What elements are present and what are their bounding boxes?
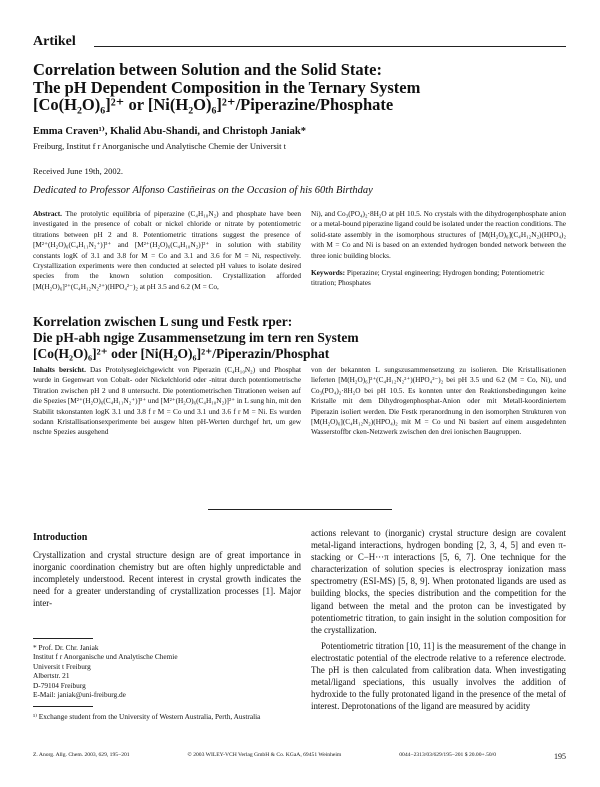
- intro-paragraph-3: Potentiometric titration [10, 11] is the measurement of the change in electrostatic potential of the electrode relative to a reference electrode. The pH is then calculated from calibration data. When investigating metal/ligand speciations, this usually involves the addition of hydroxide to the fully protonated ligand in the presence of the metal of interest. Deprotonations of the ligand are measured by acidity: [311, 640, 566, 712]
- footnote-line: * Prof. Dr. Chr. Janiak: [33, 643, 99, 652]
- email-footnote[interactable]: E-Mail: janiak@uni-freiburg.de: [33, 690, 126, 700]
- keywords-label: Keywords:: [311, 268, 346, 277]
- german-abstract-left: [33, 365, 301, 438]
- introduction-heading: Introduction: [33, 532, 88, 543]
- section-rule: [94, 46, 566, 47]
- german-abstract-text-left: Das Protolysegleichgewicht von Piperazin (C₄H₁₀N₂) und Phosphat wurde in Gegenwart von Cobalt- oder Nickelchlorid oder -nitrat durch potentiometrische Titration zwischen pH 2 und 8 untersucht. Die potentiometrischen Titrationen weisen auf die Spezies [M²⁺(H₂O)₆(C₄H₁₁N₂⁺)]³⁺ und [M²⁺(H₂O)₆(C₄H₁₀N₂)]²⁺ in L sung hin, mit den Stabilit tskonstanten logK 3.1 und 3.8 f r M = Co und 3.1 und 3.6 f r M = Ni. Es wurden sodann Kristallisationsexperimente bei ausgew hlten pH-Werten durchgef hrt, um gew nschte Spezies ausgehend: [33, 365, 302, 437]
- title-line-3: [Co(H₂O)₆]²⁺ or [Ni(H₂O)₆]²⁺/Piperazine/Phosphate: [33, 95, 394, 114]
- section-label: Artikel: [33, 34, 76, 49]
- german-title: [33, 314, 573, 362]
- footnote-rule: [33, 638, 93, 639]
- abstract-text-left: The protolytic equilibria of piperazine (C₄H₁₀N₂) and phosphate have been investigated in the presence of cobalt or nickel chloride or nitrate by potentiometric titrations between pH 2 and 8. Potentiometric titrations suggest the presence of [M²⁺(H₂O)₆(C₄H₁₁N₂⁺)]³⁺ and [M²⁺(H₂O)₆(C₄H₁₀N₂)]²⁺ in solution with stability constants logK of 3.1 and 3.8 for M = Co and 3.1 and 3.6 for M = Ni, respectively. Crystallization experiments were then conducted at selected pH values to isolate desired species from the known solution composition. Crystallization afforded [M(H₂O)₆]²⁺(C₄H₁₂N₂²⁺)(HPO₄²⁻)₂ at pH 3.5 and 6.2 (M = Co,: [33, 209, 301, 291]
- author-list: Emma Craven¹⁾, Khalid Abu-Shandi, and Christoph Janiak*: [33, 126, 306, 137]
- german-abstract-label: Inhalts bersicht.: [33, 365, 86, 374]
- german-title-line-2: Die pH-abh ngige Zusammensetzung im tern ren System: [33, 330, 359, 345]
- footnote-rule: [33, 706, 93, 707]
- footnote-line: Albertstr. 21: [33, 671, 70, 681]
- footnote-line: D-79104 Freiburg: [33, 680, 86, 690]
- article-title: [33, 61, 573, 114]
- introduction-right-column: [311, 527, 566, 712]
- title-line-2: The pH Dependent Composition in the Ternary System: [33, 77, 421, 97]
- publisher-copyright: © 2003 WILEY-VCH Verlag GmbH & Co. KGaA, 69451 Weinheim: [187, 752, 342, 758]
- exchange-student-footnote: ¹⁾ Exchange student from the University of Western Australia, Perth, Australia: [33, 712, 261, 721]
- german-abstract-right: von der bekannten L sungszusammensetzung zu isolieren. Die Kristallisationen lieferten [M(H₂O)₆]²⁺(C₄H₁₂N₂²⁺)(HPO₄²⁻)₂ bei pH 3.5 und 6.2 (M = Co, Ni), und Co₃(PO₄)₂·8H₂O bei pH 10.5. Es konnten unter den Reaktionsbedingungen keine Kristalle mit dem Dihydrogenphosphat-Anion oder mit Metall-koordiniertem Piperazin isoliert werden. Die Festk rperanordnung in den isomorphen Strukturen von [M(H₂O)₆](C₄H₁₂N₂)(HPO₄)₂ mit M = Co und Ni basiert auf einem ausgedehnten Wasserstoffbr cken-Netzwerk zwischen den drei ionischen Baugruppen.: [311, 365, 566, 437]
- dedication: Dedicated to Professor Alfonso Castiñeiras on the Occasion of his 60th Birthday: [33, 185, 373, 196]
- intro-paragraph-2: actions relevant to (inorganic) crystal structure design are covalent metal-ligand interactions, hydrogen bonding [2, 3, 4, 5] and even π-stacking or C−H···π interactions [5, 6, 7]. One technique for the characterization of solution species is electrospray ionization mass spectrometry (ESI-MS) [5, 8, 9]. When protonated ligands are used as building blocks, the species distribution and the competition for the ligand between the metal and the proton can be investigated by potentiometric titration, to gain insight in the solution composition for the crystallization.: [311, 528, 566, 635]
- abstract-label: Abstract.: [33, 209, 62, 218]
- footnote-line: Institut f r Anorganische und Analytische Chemie: [33, 652, 178, 662]
- german-title-line-3: [Co(H₂O)₆]²⁺ oder [Ni(H₂O)₆]²⁺/Piperazin/Phosphat: [33, 346, 330, 361]
- page-number: 195: [553, 752, 566, 761]
- title-line-1: Correlation between Solution and the Solid State:: [33, 60, 382, 79]
- section-divider: [208, 509, 392, 510]
- introduction-left-column: [33, 549, 301, 609]
- corresponding-author-footnote: [33, 643, 301, 699]
- footnote-line: Universit t Freiburg: [33, 661, 91, 671]
- page-footer: [33, 752, 566, 761]
- received-date: Received June 19th, 2002.: [33, 166, 123, 176]
- intro-paragraph-1: Crystallization and crystal structure design are of great importance in inorganic coordination chemistry but are often highly unpredictable and incompletely understood. Recent interest in crystal growth indicates the need for a greater understanding of crystallization processes [1]. Major inter-: [33, 550, 301, 609]
- affiliation: Freiburg, Institut f r Anorganische und Analytische Chemie der Universit t: [33, 141, 286, 151]
- keywords: [311, 268, 566, 289]
- german-title-line-1: Korrelation zwischen L sung und Festk rper:: [33, 314, 293, 329]
- keywords-text: Piperazine; Crystal engineering; Hydrogen bonding; Potentiometric titration; Phosphates: [311, 268, 545, 288]
- journal-citation: Z. Anorg. Allg. Chem. 2003, 629, 195−201: [33, 752, 130, 758]
- abstract-right: Ni), and Co₃(PO₄)₂·8H₂O at pH 10.5. No crystals with the dihydrogenphosphate anion or a metal-bound piperazine ligand could be isolated under the reaction conditions. The solid-state assembly in the isomorphous structures of [M(H₂O)₆](C₄H₁₂N₂)(HPO₄)₂ with M = Co and Ni is based on an extended hydrogen bonded network between the three ionic building blocks.: [311, 209, 566, 260]
- abstract-left: [33, 209, 301, 292]
- article-codes: 0044−2313/03/629/195−201 $ 20.00+.50/0: [399, 752, 497, 758]
